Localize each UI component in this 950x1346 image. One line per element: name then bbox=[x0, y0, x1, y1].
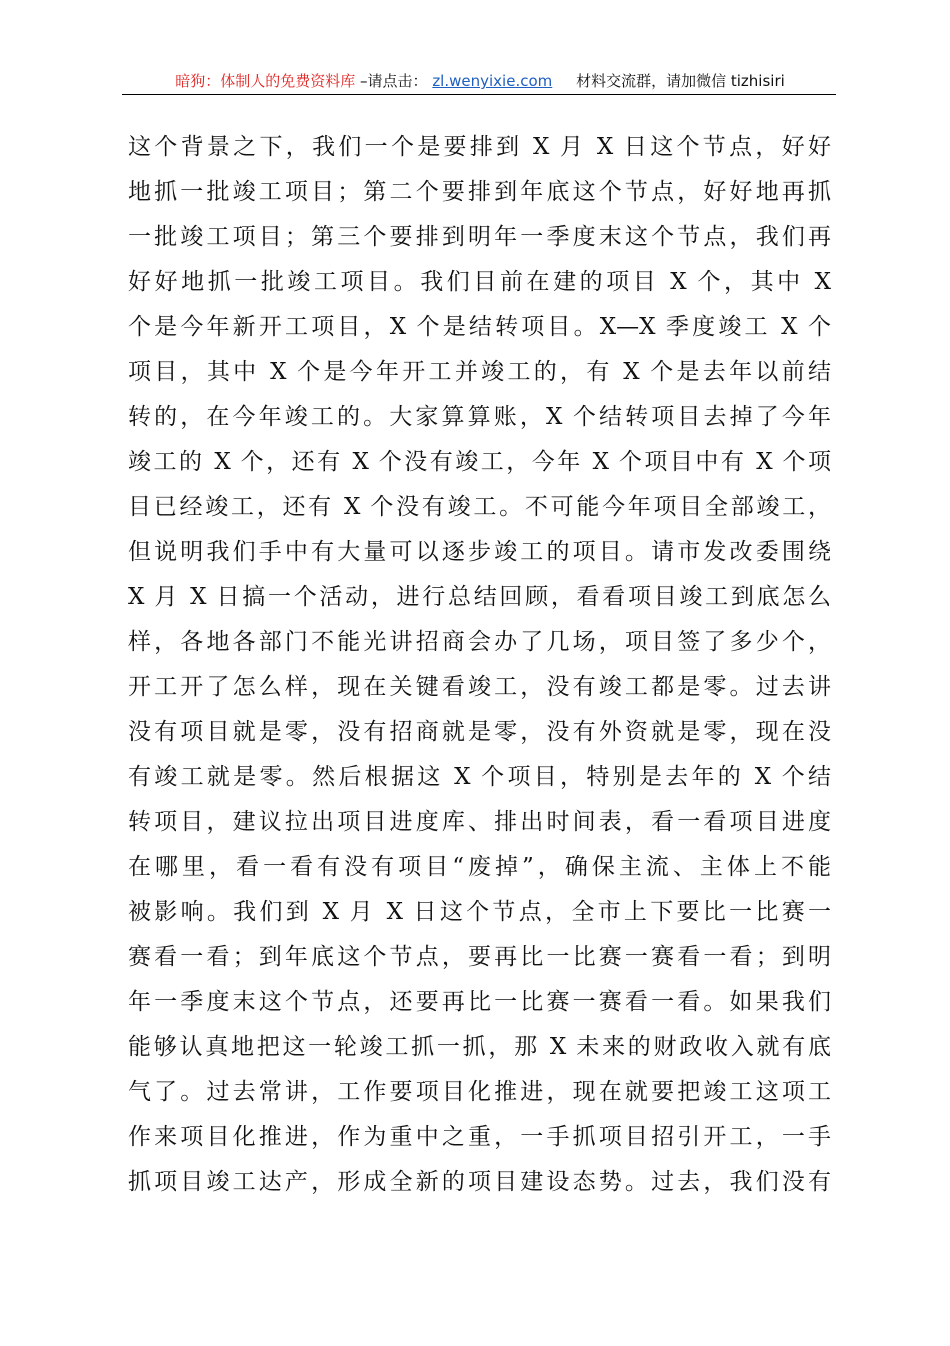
text-line: 能够认真地把这一轮竣工抓一抓，那 X 未来的财政收入就有底 bbox=[128, 1034, 831, 1060]
text-line: 地抓一批竣工项目；第二个要排到年底这个节点，好好地再抓 bbox=[128, 179, 831, 205]
text-line: 项目，其中 X 个是今年开工并竣工的，有 X 个是去年以前结 bbox=[128, 359, 831, 385]
click-prefix: –请点击： bbox=[360, 72, 428, 90]
text-line: 好好地抓一批竣工项目。我们目前在建的项目 X 个，其中 X bbox=[128, 269, 831, 295]
page-header-banner bbox=[124, 70, 836, 92]
wechat-group-text: 材料交流群，请加微信 tizhisiri bbox=[576, 72, 785, 90]
website-link[interactable]: zl.wenyixie.com bbox=[432, 72, 553, 90]
promo-text: 暗狗：体制人的免费资料库 bbox=[175, 72, 356, 90]
text-line: 个是今年新开工项目，X 个是结转项目。X—X 季度竣工 X 个 bbox=[128, 314, 831, 340]
document-body bbox=[128, 125, 831, 1205]
text-line: 气了。过去常讲，工作要项目化推进，现在就要把竣工这项工 bbox=[128, 1079, 831, 1105]
header-divider bbox=[122, 94, 836, 95]
text-line: 竣工的 X 个，还有 X 个没有竣工，今年 X 个项目中有 X 个项 bbox=[128, 449, 831, 475]
text-line: 被影响。我们到 X 月 X 日这个节点，全市上下要比一比赛一 bbox=[128, 899, 831, 925]
text-line: 但说明我们手中有大量可以逐步竣工的项目。请市发改委围绕 bbox=[128, 539, 831, 565]
text-line: 样，各地各部门不能光讲招商会办了几场，项目签了多少个， bbox=[128, 629, 831, 655]
text-line: 赛看一看；到年底这个节点，要再比一比赛一赛看一看；到明 bbox=[128, 944, 831, 970]
text-line: 开工开了怎么样，现在关键看竣工，没有竣工都是零。过去讲 bbox=[128, 674, 831, 700]
text-line: 目已经竣工，还有 X 个没有竣工。不可能今年项目全部竣工， bbox=[128, 494, 831, 520]
text-line: 转项目，建议拉出项目进度库、排出时间表，看一看项目进度 bbox=[128, 809, 831, 835]
text-line: 年一季度末这个节点，还要再比一比赛一赛看一看。如果我们 bbox=[128, 989, 831, 1015]
text-line: 抓项目竣工达产，形成全新的项目建设态势。过去，我们没有 bbox=[128, 1169, 831, 1195]
text-line: 在哪里，看一看有没有项目“废掉”，确保主流、主体上不能 bbox=[128, 854, 831, 880]
text-line: X 月 X 日搞一个活动，进行总结回顾，看看项目竣工到底怎么 bbox=[128, 584, 831, 610]
text-line: 有竣工就是零。然后根据这 X 个项目，特别是去年的 X 个结 bbox=[128, 764, 831, 790]
text-line: 作来项目化推进，作为重中之重，一手抓项目招引开工，一手 bbox=[128, 1124, 831, 1150]
text-line: 一批竣工项目；第三个要排到明年一季度末这个节点，我们再 bbox=[128, 224, 831, 250]
text-line: 这个背景之下，我们一个是要排到 X 月 X 日这个节点，好好 bbox=[128, 134, 831, 160]
text-line: 转的，在今年竣工的。大家算算账，X 个结转项目去掉了今年 bbox=[128, 404, 831, 430]
text-line: 没有项目就是零，没有招商就是零，没有外资就是零，现在没 bbox=[128, 719, 831, 745]
